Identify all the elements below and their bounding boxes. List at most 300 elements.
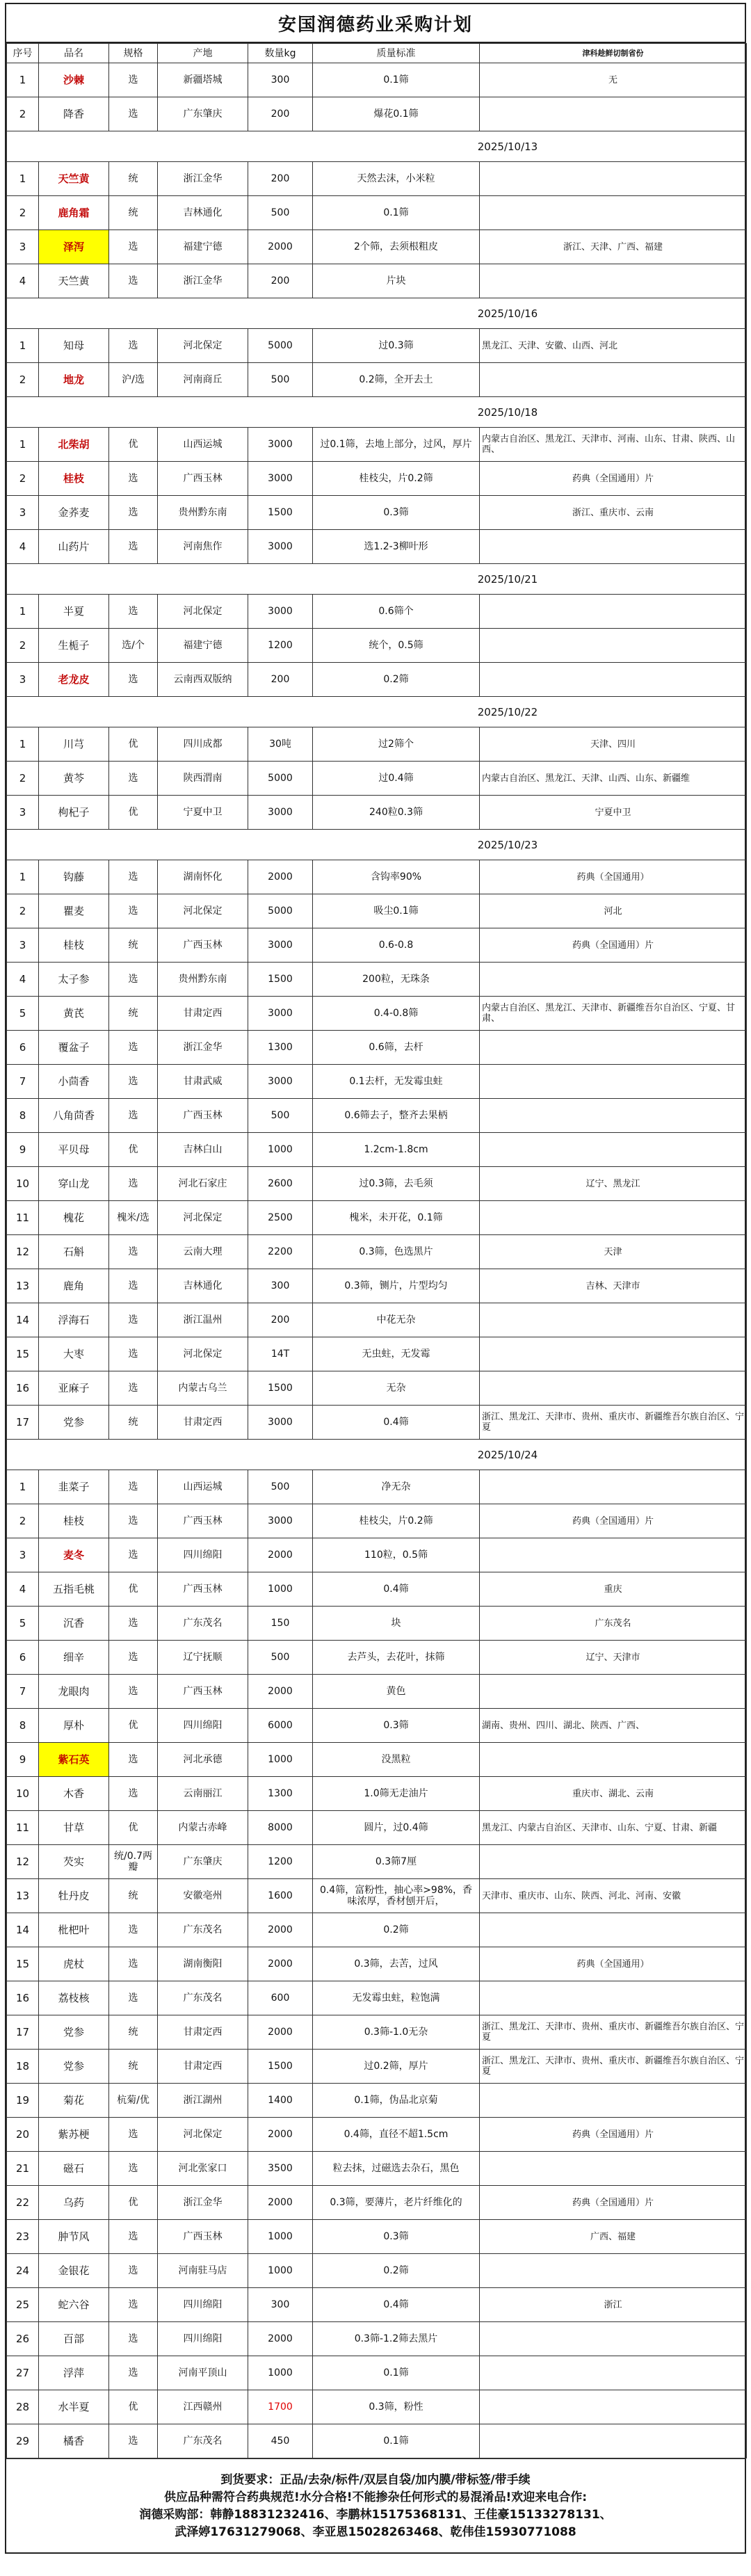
item-origin: 云南大理: [158, 1235, 248, 1269]
item-origin: 贵州黔东南: [158, 496, 248, 530]
item-provinces: 重庆市、湖北、云南: [480, 1777, 747, 1811]
item-provinces: 宁夏中卫: [480, 796, 747, 830]
item-name: 五指毛桃: [39, 1572, 109, 1607]
item-origin: 广东茂名: [158, 2424, 248, 2458]
item-origin: 内蒙古赤峰: [158, 1811, 248, 1845]
item-origin: 广东茂名: [158, 1607, 248, 1641]
item-origin: 甘肃定西: [158, 1406, 248, 1440]
table-row: [7, 1572, 747, 1607]
header-spec: 规格: [109, 44, 158, 63]
item-quantity: 3500: [248, 2152, 313, 2186]
item-provinces: 吉林、天津市: [480, 1269, 747, 1303]
purchase-plan-sheet: [5, 3, 746, 2554]
purchase-table: [6, 43, 747, 2458]
row-number: 19: [7, 2084, 39, 2118]
item-quantity: 2000: [248, 2322, 313, 2356]
table-row: [7, 1201, 747, 1235]
row-number: 13: [7, 1269, 39, 1303]
row-number: 10: [7, 1777, 39, 1811]
item-quantity: 500: [248, 1641, 313, 1675]
item-name: 天竺黄: [39, 162, 109, 196]
item-origin: 河南焦作: [158, 530, 248, 564]
item-origin: 河北保定: [158, 2118, 248, 2152]
row-number: 6: [7, 1031, 39, 1065]
item-provinces: 浙江、黑龙江、天津市、贵州、重庆市、新疆维吾尔族自治区、宁夏: [480, 1406, 747, 1440]
item-origin: 广西玉林: [158, 2220, 248, 2254]
item-name: 鹿角: [39, 1269, 109, 1303]
row-number: 28: [7, 2390, 39, 2424]
item-quantity: 3000: [248, 595, 313, 629]
item-quantity: 1700: [248, 2390, 313, 2424]
item-name: 党参: [39, 1406, 109, 1440]
item-spec: 选: [109, 595, 158, 629]
item-name: 韭菜子: [39, 1470, 109, 1504]
item-quality-standard: 过0.1筛，去地上部分，过风，厚片: [313, 428, 480, 462]
item-quantity: 300: [248, 63, 313, 97]
row-number: 22: [7, 2186, 39, 2220]
item-provinces: 湖南、贵州、四川、湖北、陕西、广西、: [480, 1709, 747, 1743]
item-origin: 江西赣州: [158, 2390, 248, 2424]
item-spec: 优: [109, 1572, 158, 1607]
item-quality-standard: 0.3筛，色选黑片: [313, 1235, 480, 1269]
item-provinces: [480, 530, 747, 564]
item-provinces: 黑龙江、天津、安徽、山西、河北: [480, 329, 747, 363]
table-row: [7, 1777, 747, 1811]
item-quantity: 500: [248, 363, 313, 397]
item-spec: 选: [109, 1337, 158, 1371]
item-quantity: 1500: [248, 496, 313, 530]
item-quantity: 3000: [248, 530, 313, 564]
item-quality-standard: 200粒，无珠条: [313, 963, 480, 997]
item-quantity: 300: [248, 1269, 313, 1303]
item-spec: 选: [109, 1167, 158, 1201]
row-number: 7: [7, 1065, 39, 1099]
item-provinces: [480, 2390, 747, 2424]
item-spec: 统: [109, 162, 158, 196]
date-separator-row: [7, 697, 747, 727]
row-number: 2: [7, 762, 39, 796]
item-name: 荔枝核: [39, 1981, 109, 2015]
item-spec: 选: [109, 1641, 158, 1675]
item-provinces: [480, 2084, 747, 2118]
item-quantity: 5000: [248, 329, 313, 363]
item-quantity: 2000: [248, 2186, 313, 2220]
item-origin: 四川成都: [158, 727, 248, 762]
item-provinces: 药典（全国通用）片: [480, 928, 747, 963]
item-quality-standard: 含钩率90%: [313, 860, 480, 894]
item-name: 菊花: [39, 2084, 109, 2118]
item-spec: 选: [109, 1504, 158, 1538]
item-provinces: 药典（全国通用）片: [480, 2118, 747, 2152]
row-number: 3: [7, 1538, 39, 1572]
item-provinces: [480, 1303, 747, 1337]
table-row: [7, 2390, 747, 2424]
item-quantity: 1000: [248, 1743, 313, 1777]
item-quantity: 500: [248, 1099, 313, 1133]
page-title: 安国润德药业采购计划: [6, 4, 745, 43]
item-spec: 选: [109, 1607, 158, 1641]
item-quality-standard: 0.4筛: [313, 1572, 480, 1607]
item-quality-standard: 过0.2筛，厚片: [313, 2050, 480, 2084]
table-row: [7, 1743, 747, 1777]
item-quantity: 1400: [248, 2084, 313, 2118]
row-number: 1: [7, 162, 39, 196]
table-row: [7, 2356, 747, 2390]
item-quantity: 5000: [248, 762, 313, 796]
item-provinces: 天津: [480, 1235, 747, 1269]
item-provinces: 黑龙江、内蒙古自治区、天津市、山东、宁夏、甘肃、新疆: [480, 1811, 747, 1845]
item-origin: 浙江温州: [158, 1303, 248, 1337]
item-name: 降香: [39, 97, 109, 131]
item-spec: 选: [109, 1065, 158, 1099]
item-name: 党参: [39, 2050, 109, 2084]
item-name: 亚麻子: [39, 1371, 109, 1406]
table-row: [7, 1065, 747, 1099]
item-quantity: 14T: [248, 1337, 313, 1371]
item-name: 沙棘: [39, 63, 109, 97]
item-quality-standard: 0.3筛-1.0无杂: [313, 2015, 480, 2050]
row-number: 4: [7, 264, 39, 298]
item-spec: 选/个: [109, 629, 158, 663]
item-name: 八角茴香: [39, 1099, 109, 1133]
item-provinces: [480, 595, 747, 629]
item-quality-standard: 1.0筛无走油片: [313, 1777, 480, 1811]
item-provinces: [480, 1538, 747, 1572]
row-number: 3: [7, 928, 39, 963]
item-quantity: 1300: [248, 1777, 313, 1811]
item-name: 麦冬: [39, 1538, 109, 1572]
item-spec: 选: [109, 2220, 158, 2254]
item-spec: 槐米/选: [109, 1201, 158, 1235]
item-provinces: 河北: [480, 894, 747, 928]
item-origin: 河南平顶山: [158, 2356, 248, 2390]
item-quantity: 450: [248, 2424, 313, 2458]
item-name: 桂枝: [39, 928, 109, 963]
row-number: 4: [7, 963, 39, 997]
item-origin: 河南驻马店: [158, 2254, 248, 2288]
item-quality-standard: 0.3筛7厘: [313, 1845, 480, 1879]
item-origin: 山西运城: [158, 1470, 248, 1504]
item-quantity: 3000: [248, 796, 313, 830]
row-number: 8: [7, 1709, 39, 1743]
item-name: 泽泻: [39, 230, 109, 264]
item-quantity: 2000: [248, 1675, 313, 1709]
item-name: 黄芪: [39, 997, 109, 1031]
table-row: [7, 663, 747, 697]
item-provinces: [480, 1133, 747, 1167]
item-quantity: 30吨: [248, 727, 313, 762]
item-provinces: [480, 2322, 747, 2356]
table-row: [7, 196, 747, 230]
row-number: 9: [7, 1133, 39, 1167]
item-name: 虎杖: [39, 1947, 109, 1981]
row-number: 15: [7, 1337, 39, 1371]
item-provinces: [480, 2356, 747, 2390]
row-number: 14: [7, 1303, 39, 1337]
item-quality-standard: 0.2筛: [313, 1913, 480, 1947]
item-quantity: 2200: [248, 1235, 313, 1269]
item-spec: 优: [109, 796, 158, 830]
table-row: [7, 1303, 747, 1337]
item-spec: 优: [109, 1133, 158, 1167]
item-quantity: 6000: [248, 1709, 313, 1743]
table-row: [7, 63, 747, 97]
footer-line-compliance: 供应品种需符合药典规范!水分合格!不能掺杂任何形式的易混淆品!欢迎来电合作:: [163, 2490, 588, 2504]
item-provinces: 药典（全国通用）: [480, 1947, 747, 1981]
item-quantity: 1000: [248, 1133, 313, 1167]
item-quantity: 2000: [248, 860, 313, 894]
item-origin: 河北保定: [158, 595, 248, 629]
item-quantity: 150: [248, 1607, 313, 1641]
item-spec: 选: [109, 762, 158, 796]
item-origin: 广西玉林: [158, 928, 248, 963]
item-origin: 山西运城: [158, 428, 248, 462]
item-name: 甘草: [39, 1811, 109, 1845]
table-row: [7, 1269, 747, 1303]
item-origin: 河北石家庄: [158, 1167, 248, 1201]
item-origin: 安徽亳州: [158, 1879, 248, 1913]
item-provinces: 浙江、黑龙江、天津市、贵州、重庆市、新疆维吾尔族自治区、宁夏: [480, 2050, 747, 2084]
row-number: 2: [7, 629, 39, 663]
item-spec: 选: [109, 1675, 158, 1709]
item-name: 紫石英: [39, 1743, 109, 1777]
item-spec: 选: [109, 2322, 158, 2356]
item-provinces: 广东茂名: [480, 1607, 747, 1641]
item-spec: 选: [109, 1031, 158, 1065]
item-provinces: 药典（全国通用）: [480, 860, 747, 894]
item-quality-standard: 0.1筛: [313, 2424, 480, 2458]
item-name: 穿山龙: [39, 1167, 109, 1201]
item-quantity: 1300: [248, 1031, 313, 1065]
item-origin: 陕西渭南: [158, 762, 248, 796]
item-name: 桂枝: [39, 1504, 109, 1538]
row-number: 11: [7, 1811, 39, 1845]
item-name: 大枣: [39, 1337, 109, 1371]
item-provinces: 浙江、天津、广西、福建: [480, 230, 747, 264]
item-origin: 广西玉林: [158, 1675, 248, 1709]
item-provinces: 重庆: [480, 1572, 747, 1607]
item-name: 党参: [39, 2015, 109, 2050]
item-origin: 河北保定: [158, 1201, 248, 1235]
item-spec: 统: [109, 997, 158, 1031]
table-row: [7, 329, 747, 363]
item-spec: 沪/选: [109, 363, 158, 397]
item-origin: 辽宁抚顺: [158, 1641, 248, 1675]
item-quality-standard: 桂枝尖，片0.2筛: [313, 462, 480, 496]
item-provinces: [480, 162, 747, 196]
item-provinces: [480, 1201, 747, 1235]
item-name: 肿节风: [39, 2220, 109, 2254]
table-row: [7, 2015, 747, 2050]
table-row: [7, 2152, 747, 2186]
item-origin: 河南商丘: [158, 363, 248, 397]
row-number: 6: [7, 1641, 39, 1675]
item-quality-standard: 槐米，未开花，0.1筛: [313, 1201, 480, 1235]
table-row: [7, 762, 747, 796]
item-name: 百部: [39, 2322, 109, 2356]
table-row: [7, 1235, 747, 1269]
row-number: 3: [7, 496, 39, 530]
item-spec: 选: [109, 1981, 158, 2015]
item-spec: 选: [109, 1269, 158, 1303]
item-provinces: 药典（全国通用）片: [480, 1504, 747, 1538]
row-number: 11: [7, 1201, 39, 1235]
item-quality-standard: 0.6筛去子，整齐去果柄: [313, 1099, 480, 1133]
item-quantity: 1000: [248, 1572, 313, 1607]
item-provinces: [480, 1743, 747, 1777]
item-name: 知母: [39, 329, 109, 363]
item-provinces: 内蒙古自治区、黑龙江、天津市、河南、山东、甘肃、陕西、山西、: [480, 428, 747, 462]
date-separator-row: [7, 1440, 747, 1470]
item-provinces: [480, 963, 747, 997]
item-quality-standard: 0.3筛，要薄片，老片纤维化的: [313, 2186, 480, 2220]
row-number: 2: [7, 363, 39, 397]
table-row: [7, 2118, 747, 2152]
table-row: [7, 1879, 747, 1913]
row-number: 25: [7, 2288, 39, 2322]
item-name: 橘香: [39, 2424, 109, 2458]
item-quantity: 1200: [248, 629, 313, 663]
item-spec: 选: [109, 2288, 158, 2322]
item-name: 生栀子: [39, 629, 109, 663]
item-quality-standard: 桂枝尖，片0.2筛: [313, 1504, 480, 1538]
item-spec: 选: [109, 2356, 158, 2390]
item-name: 水半夏: [39, 2390, 109, 2424]
item-origin: 吉林通化: [158, 1269, 248, 1303]
item-spec: 选: [109, 1303, 158, 1337]
item-spec: 选: [109, 1777, 158, 1811]
item-quantity: 3000: [248, 1065, 313, 1099]
table-row: [7, 1406, 747, 1440]
item-quality-standard: 0.4筛: [313, 2288, 480, 2322]
item-origin: 广东肇庆: [158, 97, 248, 131]
item-name: 厚朴: [39, 1709, 109, 1743]
table-row: [7, 2084, 747, 2118]
item-quantity: 2000: [248, 1947, 313, 1981]
item-quantity: 2000: [248, 2118, 313, 2152]
item-name: 山药片: [39, 530, 109, 564]
item-provinces: [480, 2424, 747, 2458]
row-number: 5: [7, 1607, 39, 1641]
item-quality-standard: 0.3筛，铡片，片型均匀: [313, 1269, 480, 1303]
item-provinces: 天津市、重庆市、山东、陕西、河北、河南、安徽: [480, 1879, 747, 1913]
item-spec: 选: [109, 2424, 158, 2458]
item-quality-standard: 过0.3筛: [313, 329, 480, 363]
item-name: 蛇六谷: [39, 2288, 109, 2322]
item-quality-standard: 没黑粒: [313, 1743, 480, 1777]
item-provinces: 辽宁、天津市: [480, 1641, 747, 1675]
table-row: [7, 2220, 747, 2254]
row-number: 16: [7, 1981, 39, 2015]
table-row: [7, 796, 747, 830]
item-spec: 统: [109, 1879, 158, 1913]
item-spec: 杭菊/优: [109, 2084, 158, 2118]
item-spec: 优: [109, 428, 158, 462]
item-provinces: 内蒙古自治区、黑龙江、天津、山西、山东、新疆维: [480, 762, 747, 796]
item-quantity: 2600: [248, 1167, 313, 1201]
table-row: [7, 264, 747, 298]
item-quality-standard: 0.1去杆，无发霉虫蛀: [313, 1065, 480, 1099]
item-name: 北柴胡: [39, 428, 109, 462]
item-quality-standard: 圆片，过0.4筛: [313, 1811, 480, 1845]
item-spec: 选: [109, 2118, 158, 2152]
header-no: 序号: [7, 44, 39, 63]
row-number: 12: [7, 1845, 39, 1879]
item-provinces: [480, 1470, 747, 1504]
row-number: 2: [7, 1504, 39, 1538]
date-separator-row: [7, 298, 747, 329]
item-spec: 选: [109, 2254, 158, 2288]
item-quality-standard: 0.2筛: [313, 2254, 480, 2288]
item-quality-standard: 0.4筛: [313, 1406, 480, 1440]
item-quality-standard: 爆花0.1筛: [313, 97, 480, 131]
item-origin: 河北保定: [158, 894, 248, 928]
item-spec: 选: [109, 860, 158, 894]
table-row: [7, 2288, 747, 2322]
item-quantity: 8000: [248, 1811, 313, 1845]
table-row: [7, 1607, 747, 1641]
item-origin: 浙江金华: [158, 264, 248, 298]
item-origin: 浙江金华: [158, 162, 248, 196]
item-spec: 选: [109, 329, 158, 363]
row-number: 2: [7, 97, 39, 131]
item-spec: 选: [109, 663, 158, 697]
item-provinces: [480, 264, 747, 298]
item-spec: 统: [109, 2050, 158, 2084]
item-spec: 选: [109, 462, 158, 496]
item-origin: 广东茂名: [158, 1913, 248, 1947]
row-number: 14: [7, 1913, 39, 1947]
item-quantity: 500: [248, 196, 313, 230]
item-quality-standard: 0.6-0.8: [313, 928, 480, 963]
table-row: [7, 1947, 747, 1981]
item-quality-standard: 0.1筛: [313, 63, 480, 97]
item-spec: 统: [109, 1406, 158, 1440]
table-row: [7, 2050, 747, 2084]
item-quality-standard: 天然去沫，小米粒: [313, 162, 480, 196]
row-number: 29: [7, 2424, 39, 2458]
item-name: 木香: [39, 1777, 109, 1811]
item-origin: 湖南衡阳: [158, 1947, 248, 1981]
footer-line-contacts-1: 润德采购部：韩静18831232416、李鹏林15175368131、王佳豪15133278131、: [139, 2508, 612, 2522]
table-row: [7, 2424, 747, 2458]
item-provinces: [480, 2152, 747, 2186]
table-row: [7, 595, 747, 629]
item-quantity: 2000: [248, 1913, 313, 1947]
row-number: 1: [7, 860, 39, 894]
table-row: [7, 1470, 747, 1504]
item-name: 地龙: [39, 363, 109, 397]
item-provinces: 药典（全国通用）片: [480, 462, 747, 496]
item-quality-standard: 0.3筛: [313, 2220, 480, 2254]
item-spec: 选: [109, 1099, 158, 1133]
item-spec: 选: [109, 2152, 158, 2186]
item-spec: 统/0.7两瓣: [109, 1845, 158, 1879]
item-spec: 选: [109, 230, 158, 264]
item-quantity: 600: [248, 1981, 313, 2015]
row-number: 17: [7, 2015, 39, 2050]
item-name: 石斛: [39, 1235, 109, 1269]
item-name: 小茴香: [39, 1065, 109, 1099]
item-origin: 浙江湖州: [158, 2084, 248, 2118]
item-provinces: 无: [480, 63, 747, 97]
item-spec: 选: [109, 1235, 158, 1269]
item-quantity: 3000: [248, 462, 313, 496]
item-origin: 云南丽江: [158, 1777, 248, 1811]
item-quality-standard: 0.3筛: [313, 1709, 480, 1743]
header-name: 品名: [39, 44, 109, 63]
item-quantity: 2000: [248, 230, 313, 264]
